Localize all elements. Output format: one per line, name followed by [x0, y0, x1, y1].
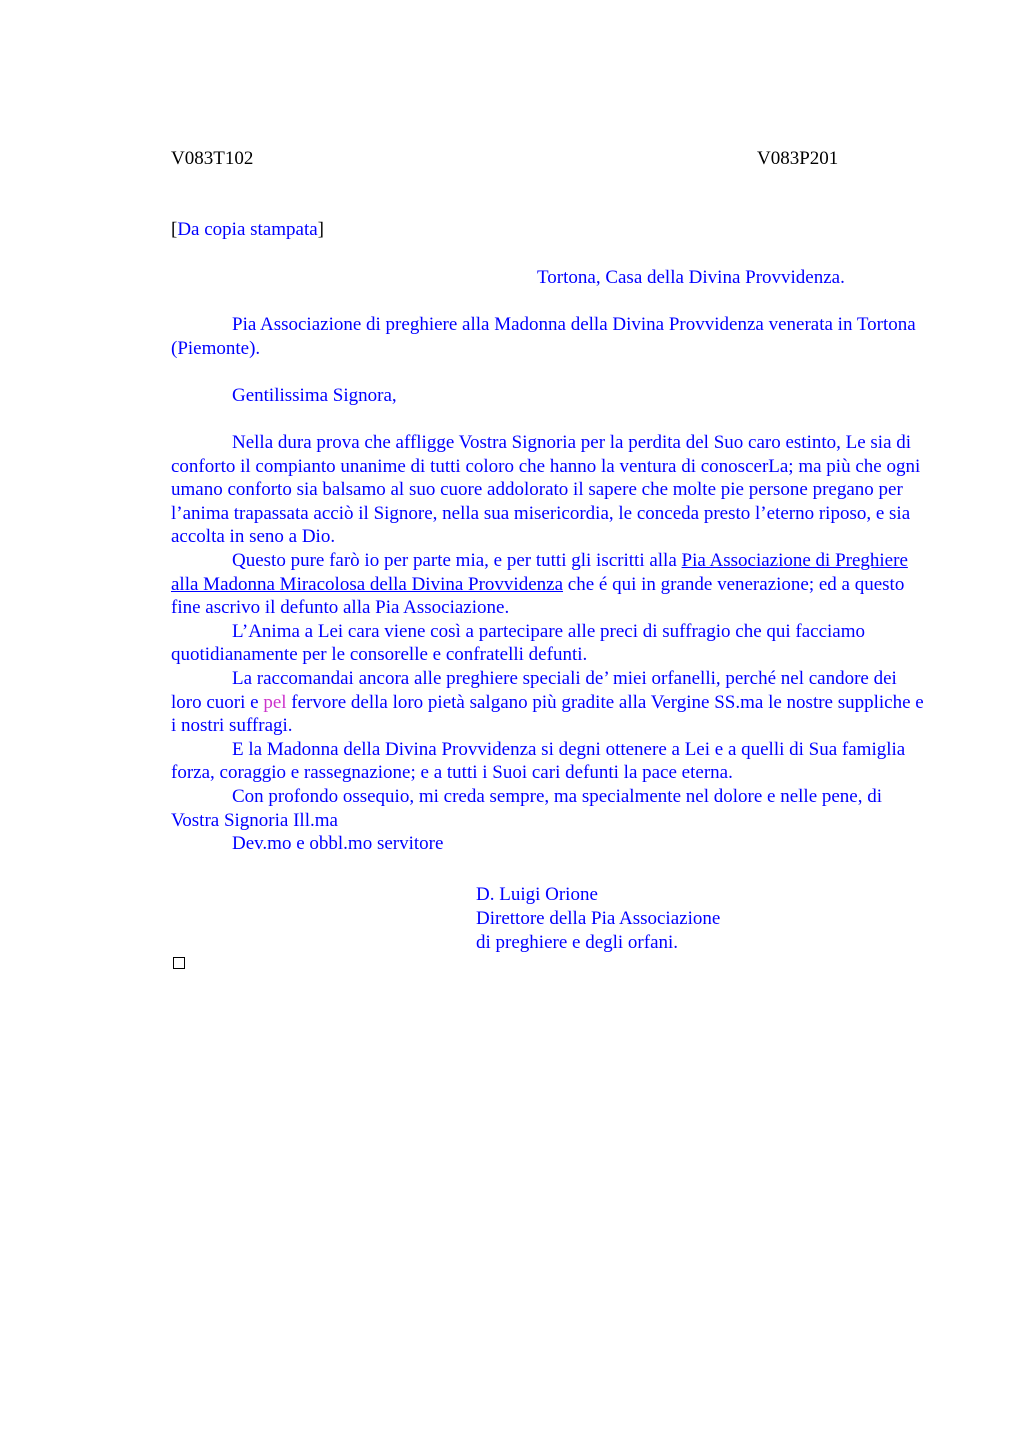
paragraph-1: Nella dura prova che affligge Vostra Signoria per la perdita del Suo caro estinto, Le sia di conforto il compianto unanime di tutti coloro che hanno la ventura di conoscerLa; ma più che ogni umano conforto sia balsamo al suo cuore addolorato il sapere che molte pie persone pregano per l’anima trapassata acciò il Signore, nella sua misericordia, le conceda presto l’eterno riposo, e sia accolta in seno a Dio. — [171, 432, 921, 548]
signature-name: D. Luigi Orione — [476, 884, 598, 905]
paragraph-2-start: Questo pure farò io per parte mia, e per tutti gli iscritti alla — [232, 549, 682, 571]
source-note-close-bracket: ] — [317, 219, 324, 240]
source-note — [171, 218, 324, 242]
paragraph-2 — [171, 549, 931, 620]
association-title: Pia Associazione di preghiere alla Madonna della Divina Provvidenza venerata in Tortona (Piemonte). — [171, 314, 916, 359]
highlighted-word: pel — [263, 691, 287, 713]
document-code-left: V083T102 — [171, 148, 254, 169]
paragraph-4-start: La raccomandai ancora alle preghiere speciali de’ miei orfanelli, perché nel candore dei loro cuori e — [171, 667, 897, 713]
paragraph-4 — [171, 667, 931, 738]
paragraph-3: L’Anima a Lei cara viene così a partecipare alle preci di suffragio che qui facciamo quotidianamente per le consorelle e confratelli defunti. — [171, 620, 866, 666]
signature-title-line-2: di preghiere e degli orfani. — [476, 932, 679, 953]
signature-title-line-1: Direttore della Pia Associazione — [476, 908, 721, 929]
salutation: Gentilissima Signora, — [232, 385, 397, 406]
paragraph-2-end: che é qui in grande venerazione; ed a questo fine ascrivo il defunto alla Pia Associazione. — [171, 573, 905, 619]
association-name-underlined: Pia Associazione di Preghiere alla Madonna Miracolosa della Divina Provvidenza — [171, 549, 908, 595]
document-code-right: V083P201 — [757, 148, 839, 169]
paragraph-6: Con profondo ossequio, mi creda sempre, ma specialmente nel dolore e nelle pene, di Vostra Signoria Ill.ma — [171, 785, 883, 831]
letter-body — [171, 431, 931, 856]
paragraph-5: E la Madonna della Divina Provvidenza si degni ottenere a Lei e a quelli di Sua famiglia forza, coraggio e rassegnazione; e a tutti i Suoi cari defunti la pace eterna. — [171, 738, 906, 784]
paragraph-4-end: fervore della loro pietà salgano più gradite alla Vergine SS.ma le nostre suppliche e i nostri suffragi. — [171, 691, 924, 737]
place-line: Tortona, Casa della Divina Provvidenza. — [537, 267, 845, 288]
closing-formula: Dev.mo e obbl.mo servitore — [232, 833, 444, 855]
end-marker-square-icon — [173, 957, 185, 969]
source-note-open-bracket: [ — [171, 219, 178, 240]
source-note-text: Da copia stampata — [177, 219, 318, 240]
